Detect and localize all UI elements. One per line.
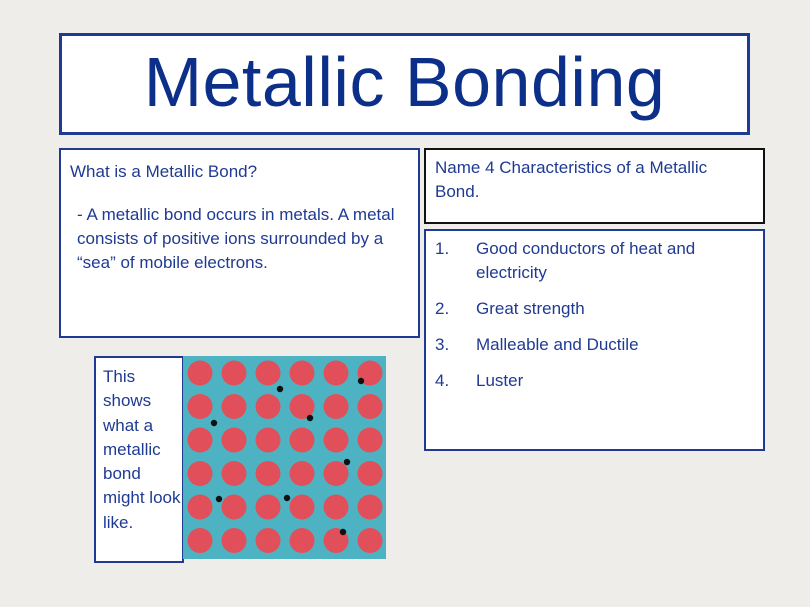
positive-ion <box>324 394 349 419</box>
characteristics-list-box <box>424 229 765 451</box>
positive-ion <box>222 528 247 553</box>
positive-ion <box>256 394 281 419</box>
characteristic-text: Good conductors of heat and electricity <box>476 239 696 282</box>
mobile-electron <box>344 459 350 465</box>
positive-ion <box>324 461 349 486</box>
characteristics-prompt: Name 4 Characteristics of a Metallic Bond. <box>435 158 708 201</box>
mobile-electron <box>211 420 217 426</box>
mobile-electron <box>307 415 313 421</box>
characteristic-number: 4. <box>435 371 450 390</box>
characteristics-prompt-box <box>424 148 765 224</box>
mobile-electron <box>340 529 346 535</box>
positive-ion <box>358 428 383 453</box>
definition-box <box>59 148 420 338</box>
positive-ion <box>290 528 315 553</box>
positive-ion <box>222 428 247 453</box>
illustration-caption: This shows what a metallic bond might look like. <box>103 367 181 532</box>
positive-ion <box>222 461 247 486</box>
mobile-electron <box>216 496 222 502</box>
positive-ion <box>324 495 349 520</box>
positive-ion <box>358 528 383 553</box>
definition-question: What is a Metallic Bond? <box>70 162 258 181</box>
positive-ion <box>256 495 281 520</box>
characteristics-list <box>435 237 760 405</box>
characteristic-item <box>435 369 760 393</box>
positive-ion <box>290 361 315 386</box>
positive-ion <box>358 495 383 520</box>
positive-ion <box>290 428 315 453</box>
electron-sea <box>183 356 386 559</box>
metallic-lattice-illustration <box>183 356 386 559</box>
positive-ion <box>188 394 213 419</box>
title-box <box>59 33 750 135</box>
positive-ion <box>324 428 349 453</box>
characteristic-number: 2. <box>435 299 450 318</box>
characteristic-text: Malleable and Ductile <box>476 335 639 354</box>
positive-ion <box>222 394 247 419</box>
characteristic-number: 1. <box>435 239 450 258</box>
definition-answer: - A metallic bond occurs in metals. A metal consists of positive ions surrounded by a “sea” of mobile electrons. <box>77 205 395 272</box>
slide-title: Metallic Bonding <box>143 43 666 121</box>
positive-ion <box>188 495 213 520</box>
mobile-electron <box>284 495 290 501</box>
positive-ion <box>358 394 383 419</box>
characteristic-text: Great strength <box>476 299 585 318</box>
characteristic-item <box>435 237 760 285</box>
positive-ion <box>358 461 383 486</box>
positive-ion <box>324 361 349 386</box>
characteristic-item <box>435 297 760 321</box>
characteristic-item <box>435 333 760 357</box>
positive-ion <box>256 461 281 486</box>
positive-ion <box>188 428 213 453</box>
mobile-electron <box>358 378 364 384</box>
mobile-electron <box>277 386 283 392</box>
positive-ion <box>222 361 247 386</box>
positive-ion <box>222 495 247 520</box>
positive-ion <box>256 428 281 453</box>
positive-ion <box>290 461 315 486</box>
illustration-caption-box <box>94 356 184 563</box>
positive-ion <box>256 361 281 386</box>
positive-ion <box>188 361 213 386</box>
characteristic-text: Luster <box>476 371 524 390</box>
positive-ion <box>290 495 315 520</box>
characteristic-number: 3. <box>435 335 450 354</box>
positive-ion <box>188 528 213 553</box>
positive-ion <box>188 461 213 486</box>
positive-ion <box>256 528 281 553</box>
